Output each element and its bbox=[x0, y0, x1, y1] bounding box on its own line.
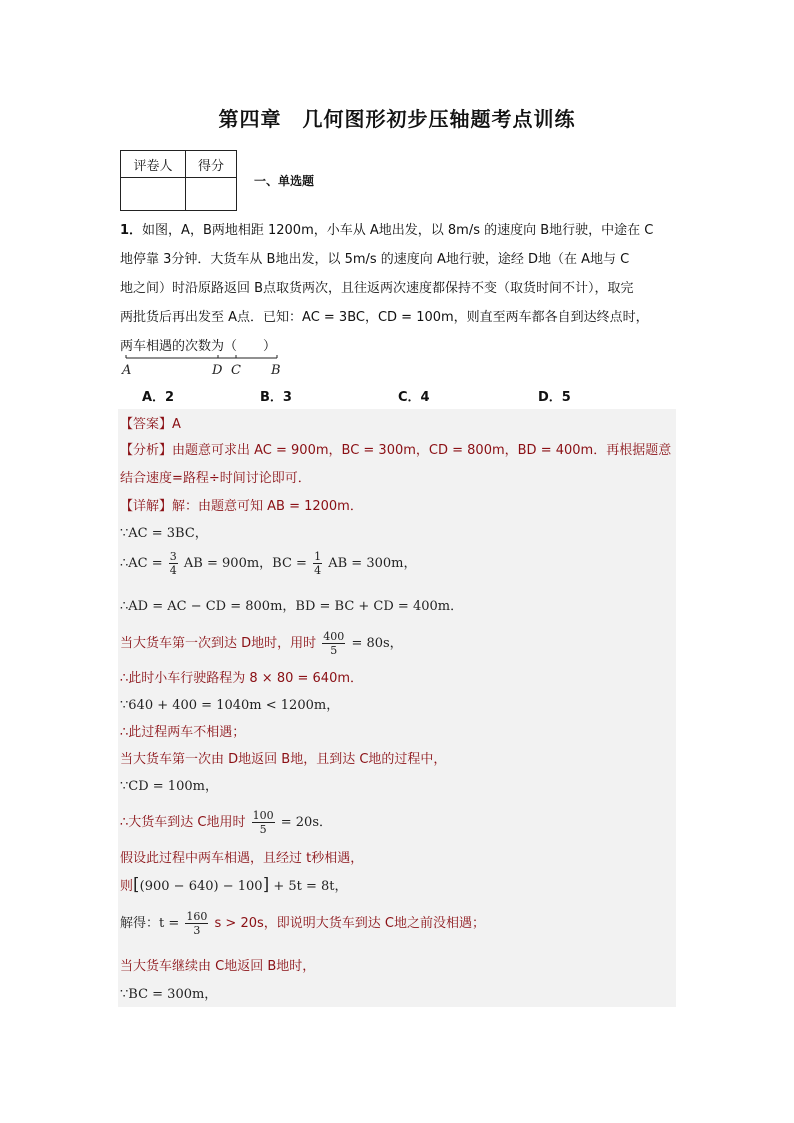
fraction-three-quarters bbox=[169, 550, 178, 577]
detail-line-1: 【详解】解：由题意可知 AB = 1200m． bbox=[120, 499, 363, 514]
detail-line-12: 假设此过程中两车相遇，且经过 t秒相遇， bbox=[120, 851, 364, 866]
score-table-grader-cell bbox=[121, 178, 186, 211]
score-table bbox=[120, 150, 237, 211]
fraction-100-over-5 bbox=[252, 809, 275, 836]
detail-line-13-a: 则 bbox=[120, 879, 134, 894]
fraction-160-over-3 bbox=[185, 910, 208, 937]
detail-line-5 bbox=[120, 630, 403, 657]
detail-line-16 bbox=[120, 983, 217, 1002]
option-c: C．4 bbox=[398, 390, 430, 405]
fraction-numerator: 400 bbox=[323, 630, 345, 643]
label-c: C bbox=[231, 363, 241, 378]
detail-line-11 bbox=[120, 809, 332, 836]
detail-line-6: ∴此时小车行驶路程为 8 × 80 = 640m． bbox=[120, 671, 364, 686]
detail-line-14-b: s > 20s，即说明大货车到达 C地之前没相遇； bbox=[214, 916, 485, 931]
question-block bbox=[120, 216, 672, 361]
detail-line-5-a: 当大货车第一次到达 D地时，用时 bbox=[120, 636, 317, 651]
fraction-denominator: 4 bbox=[169, 564, 177, 577]
option-a: A．2 bbox=[142, 390, 175, 405]
detail-line-5-b: = 80s， bbox=[351, 636, 403, 651]
detail-line-14-a: 解得：t = bbox=[120, 916, 180, 931]
detail-line-4-text: ∴AD = AC − CD = 800m，BD = BC + CD = 400m． bbox=[120, 599, 464, 614]
fraction-denominator: 4 bbox=[314, 564, 322, 577]
fraction-denominator: 3 bbox=[193, 924, 201, 937]
question-line-2: 地停靠 3分钟．大货车从 B地出发，以 5m/s 的速度向 A地行驶，途经 D地（在 A地与 C bbox=[120, 252, 630, 267]
fraction-one-quarter bbox=[313, 550, 322, 577]
analysis-line-1: 【分析】由题意可求出 AC = 900m，BC = 300m，CD = 800m，BD = 400m．再根据题意 bbox=[120, 443, 672, 458]
question-line-4: 两批货后再出发至 A点．已知：AC = 3BC，CD = 100m，则直至两车都各自到达终点时， bbox=[120, 310, 649, 325]
question-number: 1． bbox=[120, 223, 143, 238]
detail-line-11-b: = 20s． bbox=[280, 815, 333, 830]
segment-diagram bbox=[120, 350, 290, 380]
fraction-denominator: 5 bbox=[330, 644, 338, 657]
fraction-numerator: 3 bbox=[169, 550, 177, 563]
score-table-score-cell bbox=[186, 178, 237, 211]
detail-line-3-a: ∴AC = bbox=[120, 556, 163, 571]
section-heading: 一、单选题 bbox=[254, 174, 315, 188]
answer-line: 【答案】A bbox=[120, 417, 181, 432]
score-table-grader-header: 评卷人 bbox=[121, 151, 186, 178]
question-line-1 bbox=[120, 216, 672, 245]
detail-line-13-c: + 5t = 8t， bbox=[273, 879, 348, 894]
fraction-denominator: 5 bbox=[259, 823, 267, 836]
detail-line-8: ∴此过程两车不相遇； bbox=[120, 725, 246, 740]
solution-panel bbox=[118, 409, 676, 1007]
detail-line-14 bbox=[120, 910, 485, 937]
question-line-5: 两车相遇的次数为（ ） bbox=[120, 339, 277, 354]
detail-line-10-text: ∵CD = 100m， bbox=[120, 779, 218, 794]
detail-line-13-b: (900 − 640) − 100 bbox=[139, 879, 263, 894]
label-a: A bbox=[122, 363, 132, 378]
detail-line-2-text: ∵AC = 3BC， bbox=[120, 526, 208, 541]
question-line-3: 地之间）时沿原路返回 B点取货两次，且往返两次速度都保持不变（取货时间不计），取完 bbox=[120, 281, 634, 296]
label-d: D bbox=[212, 363, 223, 378]
bracket-open: [ bbox=[133, 875, 140, 895]
detail-line-9: 当大货车第一次由 D地返回 B地，且到达 C地的过程中， bbox=[120, 752, 447, 767]
score-table-score-header: 得分 bbox=[186, 151, 237, 178]
detail-line-3-b: AB = 900m，BC = bbox=[183, 556, 307, 571]
question-text-1: 如图，A，B两地相距 1200m，小车从 A地出发，以 8m/s 的速度向 B地行驶，中途在 C bbox=[142, 223, 654, 238]
label-b: B bbox=[271, 363, 281, 378]
detail-line-16-text: ∵BC = 300m， bbox=[120, 987, 218, 1002]
fraction-numerator: 160 bbox=[186, 910, 208, 923]
bracket-close: ] bbox=[262, 875, 270, 895]
analysis-line-2: 结合速度=路程÷时间讨论即可． bbox=[120, 471, 311, 486]
detail-line-11-a: ∴大货车到达 C地用时 bbox=[120, 815, 246, 830]
detail-line-10 bbox=[120, 775, 218, 794]
page-title: 第四章 几何图形初步压轴题考点训练 bbox=[218, 107, 576, 131]
fraction-numerator: 1 bbox=[314, 550, 322, 563]
detail-line-2 bbox=[120, 522, 208, 541]
detail-line-7-text: ∵640 + 400 = 1040m < 1200m， bbox=[120, 698, 340, 713]
detail-line-4 bbox=[120, 595, 463, 614]
detail-line-15: 当大货车继续由 C地返回 B地时， bbox=[120, 959, 316, 974]
detail-line-3 bbox=[120, 550, 416, 577]
option-b: B．3 bbox=[260, 390, 292, 405]
fraction-400-over-5 bbox=[322, 630, 345, 657]
fraction-numerator: 100 bbox=[252, 809, 274, 822]
detail-line-7 bbox=[120, 694, 339, 713]
detail-line-3-c: AB = 300m， bbox=[328, 556, 417, 571]
option-d: D．5 bbox=[538, 390, 571, 405]
detail-line-13 bbox=[120, 875, 348, 895]
